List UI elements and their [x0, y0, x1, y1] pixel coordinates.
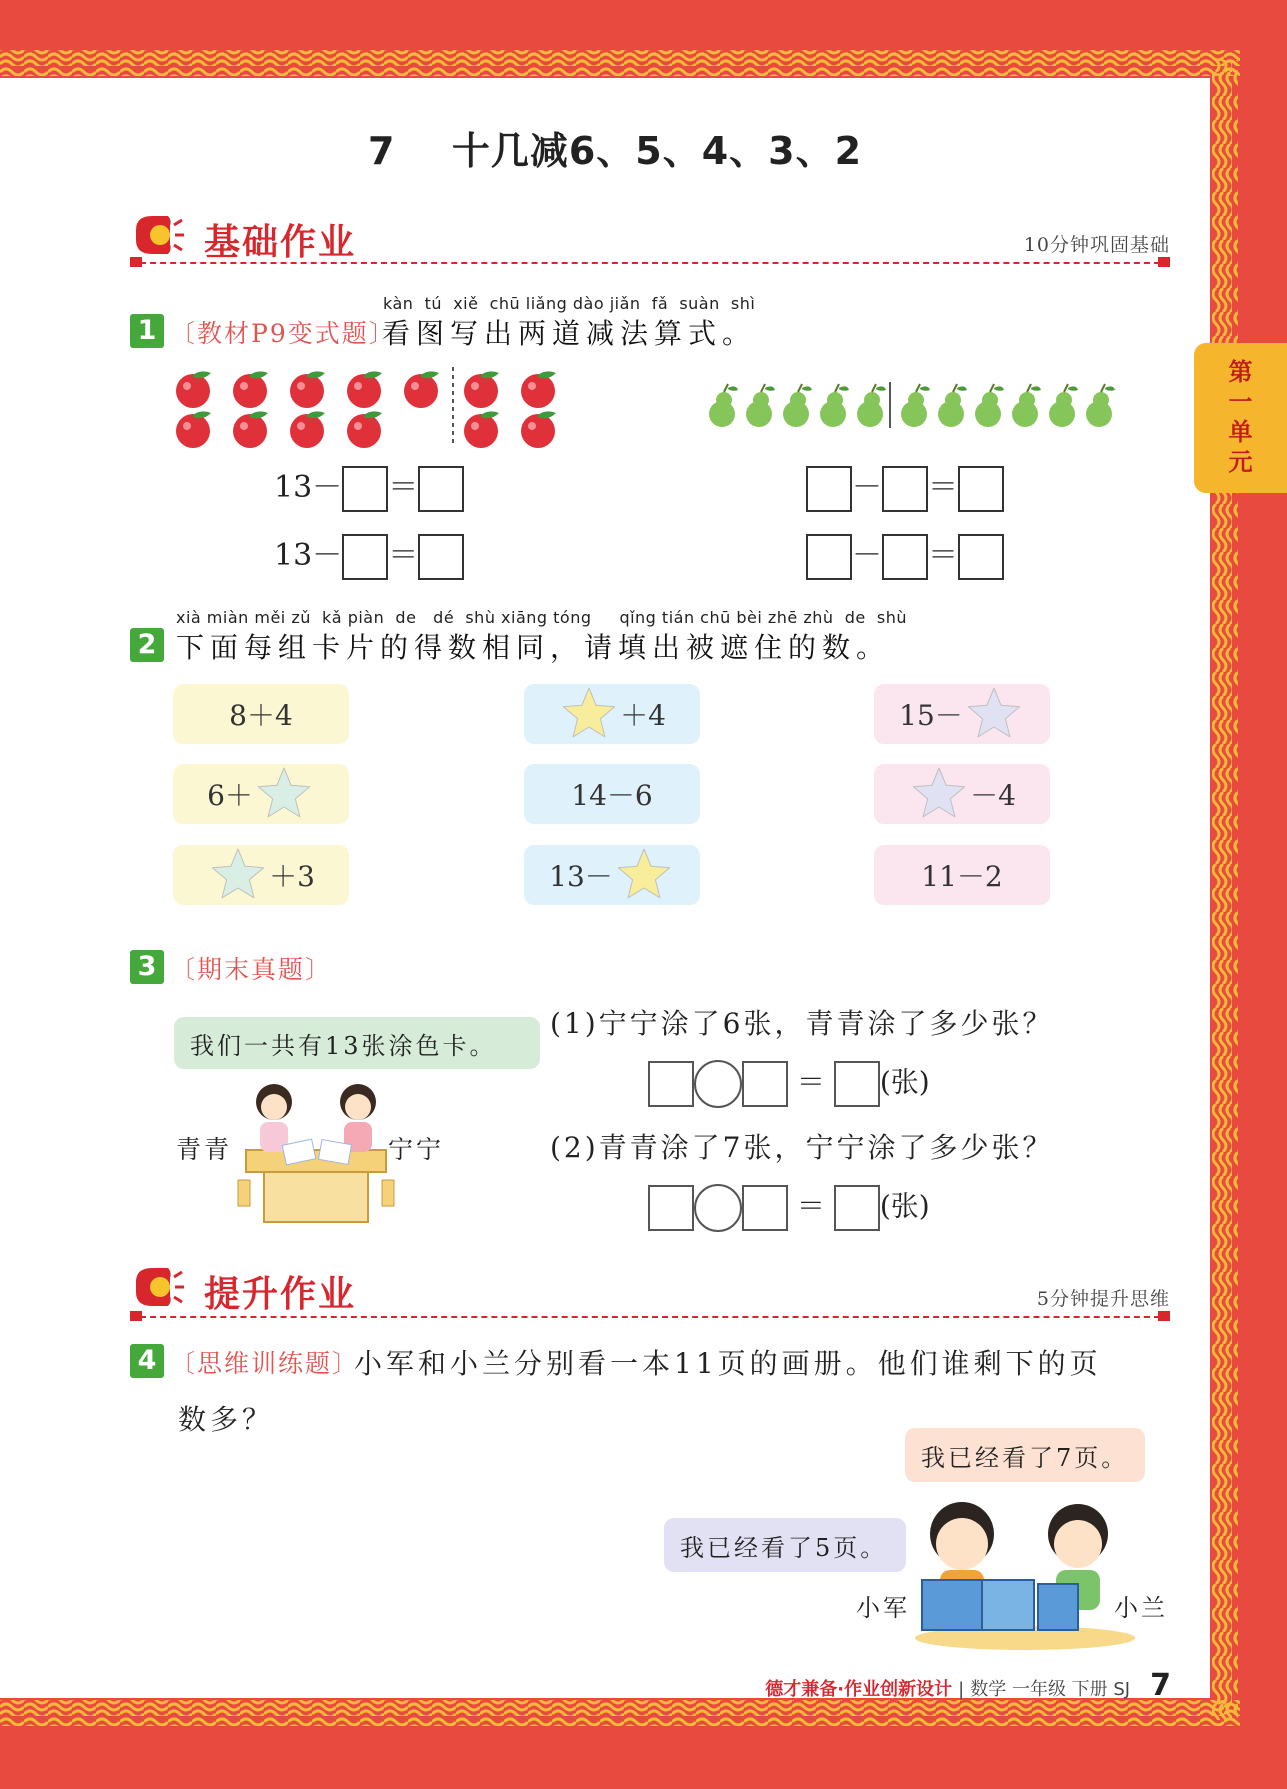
- apple-icon: [347, 411, 382, 448]
- card: [173, 764, 349, 824]
- answer-box[interactable]: [834, 1061, 880, 1107]
- q1-text: 看图写出两道减法算式。: [382, 317, 757, 350]
- megaphone-icon: [130, 210, 186, 262]
- advanced-section-note: 5分钟提升思维: [1036, 1288, 1170, 1310]
- card-expression: 8＋4: [229, 699, 293, 732]
- q4-name-girl: 小兰: [1114, 1594, 1168, 1622]
- q3-tag: 〔期末真题〕: [170, 955, 333, 984]
- q3-number-badge: 3: [130, 950, 164, 984]
- apple-icon: [176, 371, 211, 408]
- card: [524, 764, 700, 824]
- pear-icon: [857, 384, 886, 427]
- hidden-number-star-icon[interactable]: [558, 685, 620, 743]
- apple-icon: [464, 411, 499, 448]
- answer-box[interactable]: [342, 466, 388, 512]
- q3-sub2: (2)青青涂了7张，宁宁涂了多少张？: [550, 1131, 1054, 1164]
- page-number: 7: [1150, 1668, 1171, 1703]
- side-tab-char: 一: [1228, 388, 1253, 416]
- equals-sign: ＝: [388, 470, 419, 505]
- answer-box[interactable]: [806, 534, 852, 580]
- q2-number-badge: 2: [130, 628, 164, 662]
- equals-sign: ＝: [928, 538, 958, 573]
- q4-text-line1: 小军和小兰分别看一本11页的画册。他们谁剩下的页: [354, 1347, 1102, 1380]
- children-at-table-illustration: [236, 1080, 396, 1230]
- page-title: [0, 120, 1230, 175]
- answer-box[interactable]: [882, 534, 928, 580]
- divider-end: [1158, 257, 1170, 267]
- apple-icon: [290, 411, 325, 448]
- card-expression: ＋3: [269, 860, 315, 893]
- q4-bubble-girl: 我已经看了7页。: [905, 1428, 1145, 1482]
- pear-group: [700, 380, 1120, 430]
- q3-name-right: 宁宁: [388, 1135, 445, 1164]
- pear-icon: [746, 384, 775, 427]
- apple-icon: [521, 411, 556, 448]
- footer-separator: |: [958, 1679, 965, 1700]
- q1-prefix: 13－: [274, 470, 343, 505]
- children-reading-illustration: [910, 1490, 1140, 1650]
- pear-icon: [1086, 384, 1115, 427]
- q4-tag: 〔思维训练题〕: [170, 1349, 360, 1378]
- equals-sign: ＝: [796, 1065, 825, 1099]
- pear-icon: [820, 384, 849, 427]
- answer-box[interactable]: [806, 466, 852, 512]
- card: [524, 845, 700, 905]
- equals-sign: ＝: [928, 470, 958, 505]
- hidden-number-star-icon[interactable]: [963, 685, 1025, 743]
- apple-icon: [404, 371, 439, 408]
- pear-icon: [709, 384, 738, 427]
- card-expression: 15－: [899, 699, 963, 732]
- pear-icon: [938, 384, 967, 427]
- pear-icon: [975, 384, 1004, 427]
- apple-icon: [347, 371, 382, 408]
- card: [874, 764, 1050, 824]
- q3-sub2-equation: [648, 1184, 930, 1232]
- q2-text: 下面每组卡片的得数相同，请填出被遮住的数。: [176, 631, 891, 664]
- card: [173, 684, 349, 744]
- section-divider: [130, 1316, 1170, 1318]
- q1-prefix: 13－: [274, 538, 343, 573]
- divider-end: [1158, 1311, 1170, 1321]
- q2-pinyin: xià miàn měi zǔ kǎ piàn de dé shù xiāng tóng qǐng tián chū bèi zhē zhù de shù: [176, 608, 907, 627]
- q1-left-equation-2: [274, 530, 464, 580]
- footer-info: 数学 一年级 下册 SJ: [970, 1679, 1131, 1700]
- card: [874, 684, 1050, 744]
- q3-sub1-equation: [648, 1060, 930, 1108]
- card: [173, 845, 349, 905]
- card-expression: －4: [970, 779, 1016, 812]
- q1-left-equation-1: [274, 462, 464, 512]
- basic-section-note: 10分钟巩固基础: [1023, 234, 1170, 256]
- answer-box[interactable]: [342, 534, 388, 580]
- q3-speech-bubble: 我们一共有13张涂色卡。: [174, 1017, 540, 1069]
- apple-icon: [233, 371, 268, 408]
- operator-circle[interactable]: [694, 1184, 742, 1232]
- divider-end: [130, 1311, 142, 1321]
- hidden-number-star-icon[interactable]: [253, 765, 315, 823]
- card-expression: 13－: [549, 860, 613, 893]
- unit-side-tab: [1194, 343, 1287, 493]
- card-expression: 11－2: [921, 860, 1003, 893]
- answer-box[interactable]: [834, 1185, 880, 1231]
- footer: [765, 1668, 1171, 1703]
- card-expression: ＋4: [620, 699, 666, 732]
- apple-icon: [233, 411, 268, 448]
- lesson-title: 十几减6、5、4、3、2: [451, 129, 863, 173]
- answer-box[interactable]: [882, 466, 928, 512]
- equals-sign: ＝: [796, 1189, 825, 1223]
- hidden-number-star-icon[interactable]: [613, 846, 675, 904]
- q1-number-badge: 1: [130, 314, 164, 348]
- pear-icon: [1012, 384, 1041, 427]
- card: [874, 845, 1050, 905]
- answer-box[interactable]: [958, 534, 1004, 580]
- basic-section-title: 基础作业: [204, 222, 357, 263]
- answer-box[interactable]: [648, 1061, 694, 1107]
- divider-end: [130, 257, 142, 267]
- q4-text-line2: 数多？: [178, 1403, 275, 1436]
- answer-box[interactable]: [958, 466, 1004, 512]
- answer-box[interactable]: [418, 466, 464, 512]
- megaphone-icon: [130, 1262, 186, 1314]
- q4-name-boy: 小军: [856, 1594, 910, 1622]
- unit-label: (张): [879, 1189, 930, 1223]
- footer-brand: 德才兼备·作业创新设计: [765, 1679, 953, 1700]
- side-tab-char: 元: [1228, 448, 1253, 476]
- lesson-number: 7: [367, 129, 396, 173]
- apple-group: [165, 365, 575, 450]
- operator-circle[interactable]: [694, 1060, 742, 1108]
- apple-icon: [464, 371, 499, 408]
- side-tab-char: 单: [1228, 418, 1253, 446]
- unit-label: (张): [879, 1065, 930, 1099]
- answer-box[interactable]: [418, 534, 464, 580]
- card-expression: 14－6: [571, 779, 653, 812]
- q1-tag: 〔教材P9变式题〕: [170, 319, 396, 348]
- q1-right-equation-2: [806, 530, 1004, 580]
- q4-number-badge: 4: [130, 1344, 164, 1378]
- q1-right-equation-1: [806, 462, 1004, 512]
- apple-icon: [290, 371, 325, 408]
- hidden-number-star-icon[interactable]: [908, 765, 970, 823]
- advanced-section-title: 提升作业: [204, 1274, 357, 1315]
- card-expression: 6＋: [207, 779, 253, 812]
- apple-icon: [521, 371, 556, 408]
- side-tab-char: 第: [1228, 358, 1253, 386]
- equals-sign: ＝: [388, 538, 419, 573]
- q3-sub1: (1)宁宁涂了6张，青青涂了多少张？: [550, 1007, 1054, 1040]
- minus-sign: －: [852, 538, 882, 573]
- answer-box[interactable]: [742, 1061, 788, 1107]
- basic-section-header: [130, 210, 1170, 270]
- pear-icon: [783, 384, 812, 427]
- advanced-section-header: [130, 1262, 1170, 1322]
- answer-box[interactable]: [742, 1185, 788, 1231]
- apple-icon: [176, 411, 211, 448]
- card: [524, 684, 700, 744]
- answer-box[interactable]: [648, 1185, 694, 1231]
- q1-pinyin: kàn tú xiě chū liǎng dào jiǎn fǎ suàn shì: [383, 294, 756, 313]
- pear-icon: [1049, 384, 1078, 427]
- pear-icon: [901, 384, 930, 427]
- q4-bubble-boy: 我已经看了5页。: [664, 1518, 906, 1572]
- q3-name-left: 青青: [176, 1135, 233, 1164]
- section-divider: [130, 262, 1170, 264]
- minus-sign: －: [852, 470, 882, 505]
- hidden-number-star-icon[interactable]: [207, 846, 269, 904]
